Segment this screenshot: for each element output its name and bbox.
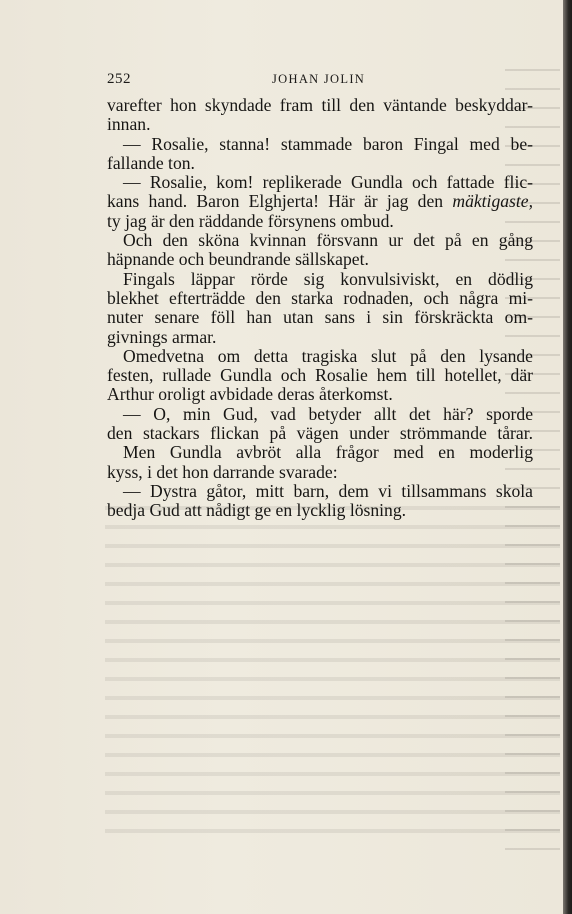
text-line: Fingals läppar rörde sig konvulsiviskt, en dödlig — [123, 268, 533, 289]
running-title: JOHAN JOLIN — [272, 72, 366, 86]
emphasized-word: mäktigaste, — [452, 191, 533, 212]
text-line: festen, rullade Gundla och Rosalie hem till hotellet, där — [107, 365, 533, 386]
text-line: blekhet efterträdde den starka rodnaden, och några mi- — [107, 287, 533, 308]
text-line: nuter senare föll han utan sans i sin förskräckta om- — [107, 307, 533, 328]
body-text — [107, 96, 533, 521]
text-line: — Rosalie, stanna! stammade baron Fingal med be- — [123, 133, 533, 154]
text-line: Men Gundla avbröt alla frågor med en moderlig — [123, 442, 533, 463]
text-line: — Dystra gåtor, mitt barn, dem vi tillsammans skola — [123, 480, 533, 501]
page-number: 252 — [107, 71, 131, 87]
text-line: fallande ton. — [107, 152, 195, 173]
text-line: varefter hon skyndade fram till den väntande beskyddar- — [107, 95, 533, 115]
text-line: Och den sköna kvinnan försvann ur det på en gång — [123, 230, 533, 251]
text-line: givnings armar. — [107, 326, 217, 347]
text-line: — Rosalie, kom! replikerade Gundla och fattade flic- — [123, 172, 533, 193]
text-line: häpnande och beundrande sällskapet. — [107, 249, 369, 270]
text-line: kyss, i det hon darrande svarade: — [107, 461, 338, 482]
text-line: Omedvetna om detta tragiska slut på den lysande — [123, 345, 533, 366]
text-line: Arthur oroligt avbidade deras återkomst. — [107, 384, 393, 405]
page-edge-shadow — [563, 0, 572, 914]
text-line: bedja Gud att nådigt ge en lycklig lösning. — [107, 500, 407, 521]
show-through-text-lower — [105, 498, 560, 843]
text-line: den stackars flickan på vägen under strömmande tårar. — [107, 423, 533, 444]
text-line: — O, min Gud, vad betyder allt det här? sporde — [123, 403, 533, 424]
text-line: innan. — [107, 114, 151, 135]
text-fragment: kans hand. Baron Elghjerta! Här är jag den — [107, 191, 444, 212]
text-line-with-emphasis — [107, 192, 533, 211]
text-line: ty jag är den räddande försynens ombud. — [107, 210, 394, 231]
